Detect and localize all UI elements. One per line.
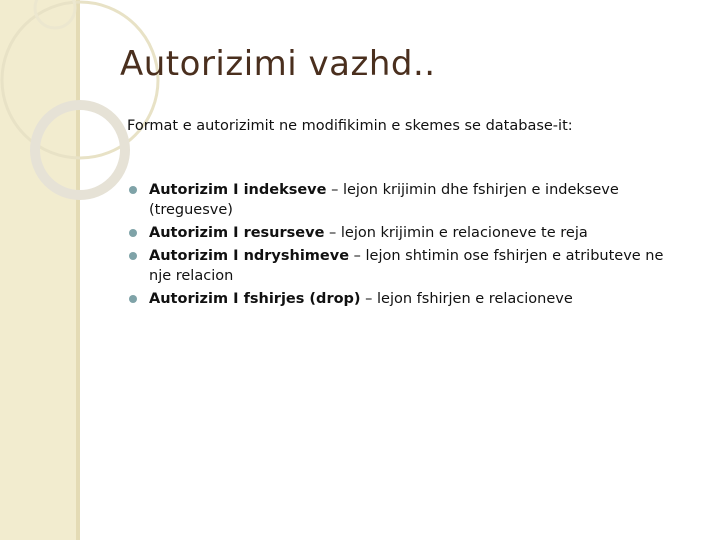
bullet-item xyxy=(127,223,687,243)
bullet-description: – lejon krijimin dhe fshirjen e indekseve (treguesve) xyxy=(149,182,619,218)
bullet-dot-icon xyxy=(129,252,137,260)
bullet-term: Autorizim I ndryshimeve xyxy=(149,248,350,264)
intro-text: Format e autorizimit ne modifikimin e skemes se database-it: xyxy=(127,118,573,134)
bullet-description: – lejon shtimin ose fshirjen e atributeve ne nje relacion xyxy=(149,248,664,284)
bullet-term: Autorizim I resurseve xyxy=(149,225,325,241)
bullet-term: Autorizim I indekseve xyxy=(149,182,327,198)
bullet-term: Autorizim I fshirjes (drop) xyxy=(149,291,361,307)
bullet-list xyxy=(127,180,687,312)
bullet-description: – lejon krijimin e relacioneve te reja xyxy=(324,225,588,241)
page-title: Autorizimi vazhd.. xyxy=(120,44,436,84)
bullet-dot-icon xyxy=(129,186,137,194)
bullet-item xyxy=(127,180,687,220)
bullet-item xyxy=(127,246,687,286)
bullet-dot-icon xyxy=(129,295,137,303)
bullet-description: – lejon fshirjen e relacioneve xyxy=(360,291,573,307)
bullet-dot-icon xyxy=(129,229,137,237)
bullet-item xyxy=(127,289,687,309)
